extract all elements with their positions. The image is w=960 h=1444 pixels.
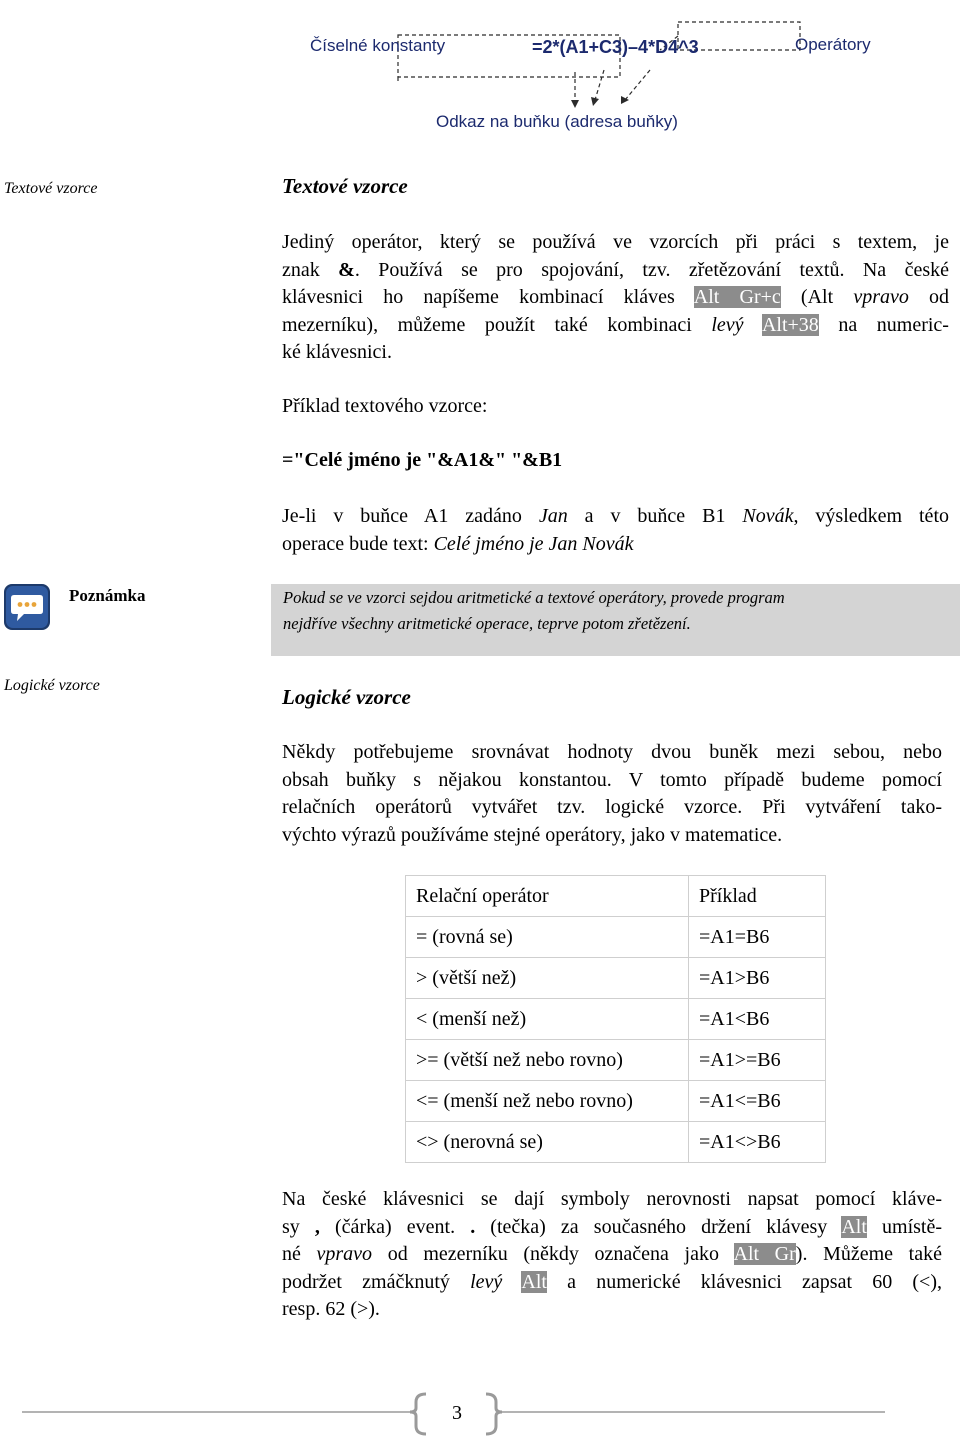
relational-operators-table xyxy=(405,875,826,1163)
table-header-row xyxy=(406,876,826,917)
table-cell: <= (menší než nebo rovno) xyxy=(406,1081,689,1122)
text-run: (tečka) za současného držení klávesy xyxy=(475,1215,842,1238)
para-line xyxy=(282,257,949,285)
key-highlight: Alt+38 xyxy=(761,313,819,336)
comma-symbol: , xyxy=(314,1215,320,1238)
margin-label-logic-formulas: Logické vzorce xyxy=(4,677,100,694)
heading-logic-formulas: Logické vzorce xyxy=(282,685,411,709)
text-run: a v buňce B1 xyxy=(567,505,743,527)
page-number: 3 xyxy=(452,1402,462,1424)
table-header-cell: Příklad xyxy=(689,876,826,917)
diagram-label-cell-reference: Odkaz na buňku (adresa buňky) xyxy=(436,112,678,131)
paragraph-example-result xyxy=(282,503,949,558)
text-run: znak xyxy=(282,258,339,281)
paragraph-text-operator xyxy=(282,229,949,367)
paragraph-keyboard-inequality xyxy=(282,1186,942,1324)
para-line: ké klávesnici. xyxy=(282,341,392,363)
ampersand-symbol: & xyxy=(338,258,355,281)
text-run: Novák xyxy=(742,505,794,527)
heading-text-formulas: Textové vzorce xyxy=(282,174,408,198)
text-run: od xyxy=(908,286,950,308)
table-row xyxy=(406,1081,826,1122)
key-highlight: Alt xyxy=(841,1215,867,1238)
table-cell: =A1>B6 xyxy=(689,958,826,999)
table-row xyxy=(406,1040,826,1081)
table-cell: =A1=B6 xyxy=(689,917,826,958)
key-highlight: Alt Gr xyxy=(733,1243,796,1265)
note-line: nejdříve všechny aritmetické operace, teprve potom zřetězení. xyxy=(283,614,691,633)
table-cell: =A1>=B6 xyxy=(689,1040,826,1081)
para-line: relačních operátorů vytvářet tzv. logické vzorce. Při vytváření tako- xyxy=(282,796,942,818)
example-formula: ="Celé jméno je "&A1&" "&B1 xyxy=(282,449,563,471)
diagram-formula: =2*(A1+C3)–4*D4^3 xyxy=(532,37,699,57)
formula-diagram xyxy=(290,20,910,145)
para-line xyxy=(282,312,949,340)
table-cell: <> (nerovná se) xyxy=(406,1122,689,1163)
text-run: a numerické klávesnici zapsat 60 (<), xyxy=(546,1270,942,1293)
text-run: podržet zmáčknutý xyxy=(282,1270,471,1293)
note-line: Pokud se ve vzorci sejdou aritmetické a textové operátory, provede program xyxy=(283,588,785,607)
text-run: vpravo xyxy=(316,1243,373,1265)
diagram-label-operators: Operátory xyxy=(795,35,871,54)
text-run: umístě- xyxy=(866,1215,942,1238)
text-run: Jan xyxy=(538,505,568,527)
key-highlight: Alt Gr+c xyxy=(693,286,781,308)
margin-label-text-formulas: Textové vzorce xyxy=(4,180,98,197)
para-line: Jediný operátor, který se používá ve vzorcích při práci s textem, je xyxy=(282,231,949,253)
text-run: né xyxy=(282,1243,317,1265)
text-run: , výsledkem této xyxy=(793,505,949,527)
text-run: ). Můžeme také xyxy=(795,1243,942,1265)
example-intro: Příklad textového vzorce: xyxy=(282,395,488,417)
table-header-cell: Relační operátor xyxy=(406,876,689,917)
text-run: (čárka) event. xyxy=(319,1215,471,1238)
text-run: levý xyxy=(711,313,744,336)
table-row xyxy=(406,1122,826,1163)
para-line: obsah buňky s nějakou konstantou. V tomto případě budeme pomocí xyxy=(282,768,942,791)
para-line: výchto výrazů používáme stejné operátory, jako v matematice. xyxy=(282,823,783,846)
para-line xyxy=(282,503,949,531)
table-cell: = (rovná se) xyxy=(406,917,689,958)
text-run: sy xyxy=(282,1215,315,1238)
para-line xyxy=(282,531,949,559)
para-line xyxy=(282,1269,942,1297)
text-run: levý xyxy=(470,1270,503,1293)
para-line xyxy=(282,1214,942,1242)
page-footer xyxy=(0,1390,960,1439)
key-highlight: Alt xyxy=(521,1270,547,1293)
text-run: Je-li v buňce A1 zadáno xyxy=(282,505,539,527)
table-cell: >= (větší než nebo rovno) xyxy=(406,1040,689,1081)
text-run: (Alt xyxy=(780,286,854,308)
text-run: na numeric- xyxy=(818,313,949,336)
para-line xyxy=(282,1241,942,1269)
table-row xyxy=(406,917,826,958)
table-cell: > (větší než) xyxy=(406,958,689,999)
table-row xyxy=(406,958,826,999)
note-text xyxy=(283,585,785,637)
para-line xyxy=(282,284,949,312)
diagram-label-constants: Číselné konstanty xyxy=(310,36,446,55)
para-line: Na české klávesnici se dají symboly nerovnosti napsat pomocí kláve- xyxy=(282,1188,942,1210)
table-cell: =A1<>B6 xyxy=(689,1122,826,1163)
text-run: mezerníku), můžeme použít také kombinaci xyxy=(282,313,712,336)
text-run: operace bude text: xyxy=(282,532,434,555)
paragraph-logic-intro xyxy=(282,739,942,849)
table-cell: =A1<=B6 xyxy=(689,1081,826,1122)
text-run: od mezerníku (někdy označena jako xyxy=(372,1243,734,1265)
table-cell: < (menší než) xyxy=(406,999,689,1040)
text-run: vpravo xyxy=(853,286,909,308)
text-run: klávesnici ho napíšeme kombinací kláves xyxy=(282,286,694,308)
table-row xyxy=(406,999,826,1040)
period-symbol: . xyxy=(470,1215,476,1238)
text-run: . Používá se pro spojování, tzv. zřetězování textů. Na české xyxy=(354,258,949,281)
text-run: Celé jméno je Jan Novák xyxy=(433,532,634,555)
footer-brace-decoration xyxy=(0,1390,960,1439)
para-line: resp. 62 (>). xyxy=(282,1298,380,1320)
table-cell: =A1<B6 xyxy=(689,999,826,1040)
note-label: Poznámka xyxy=(69,586,146,605)
para-line: Někdy potřebujeme srovnávat hodnoty dvou buněk mezi sebou, nebo xyxy=(282,741,942,763)
speech-bubble-icon xyxy=(4,584,50,630)
